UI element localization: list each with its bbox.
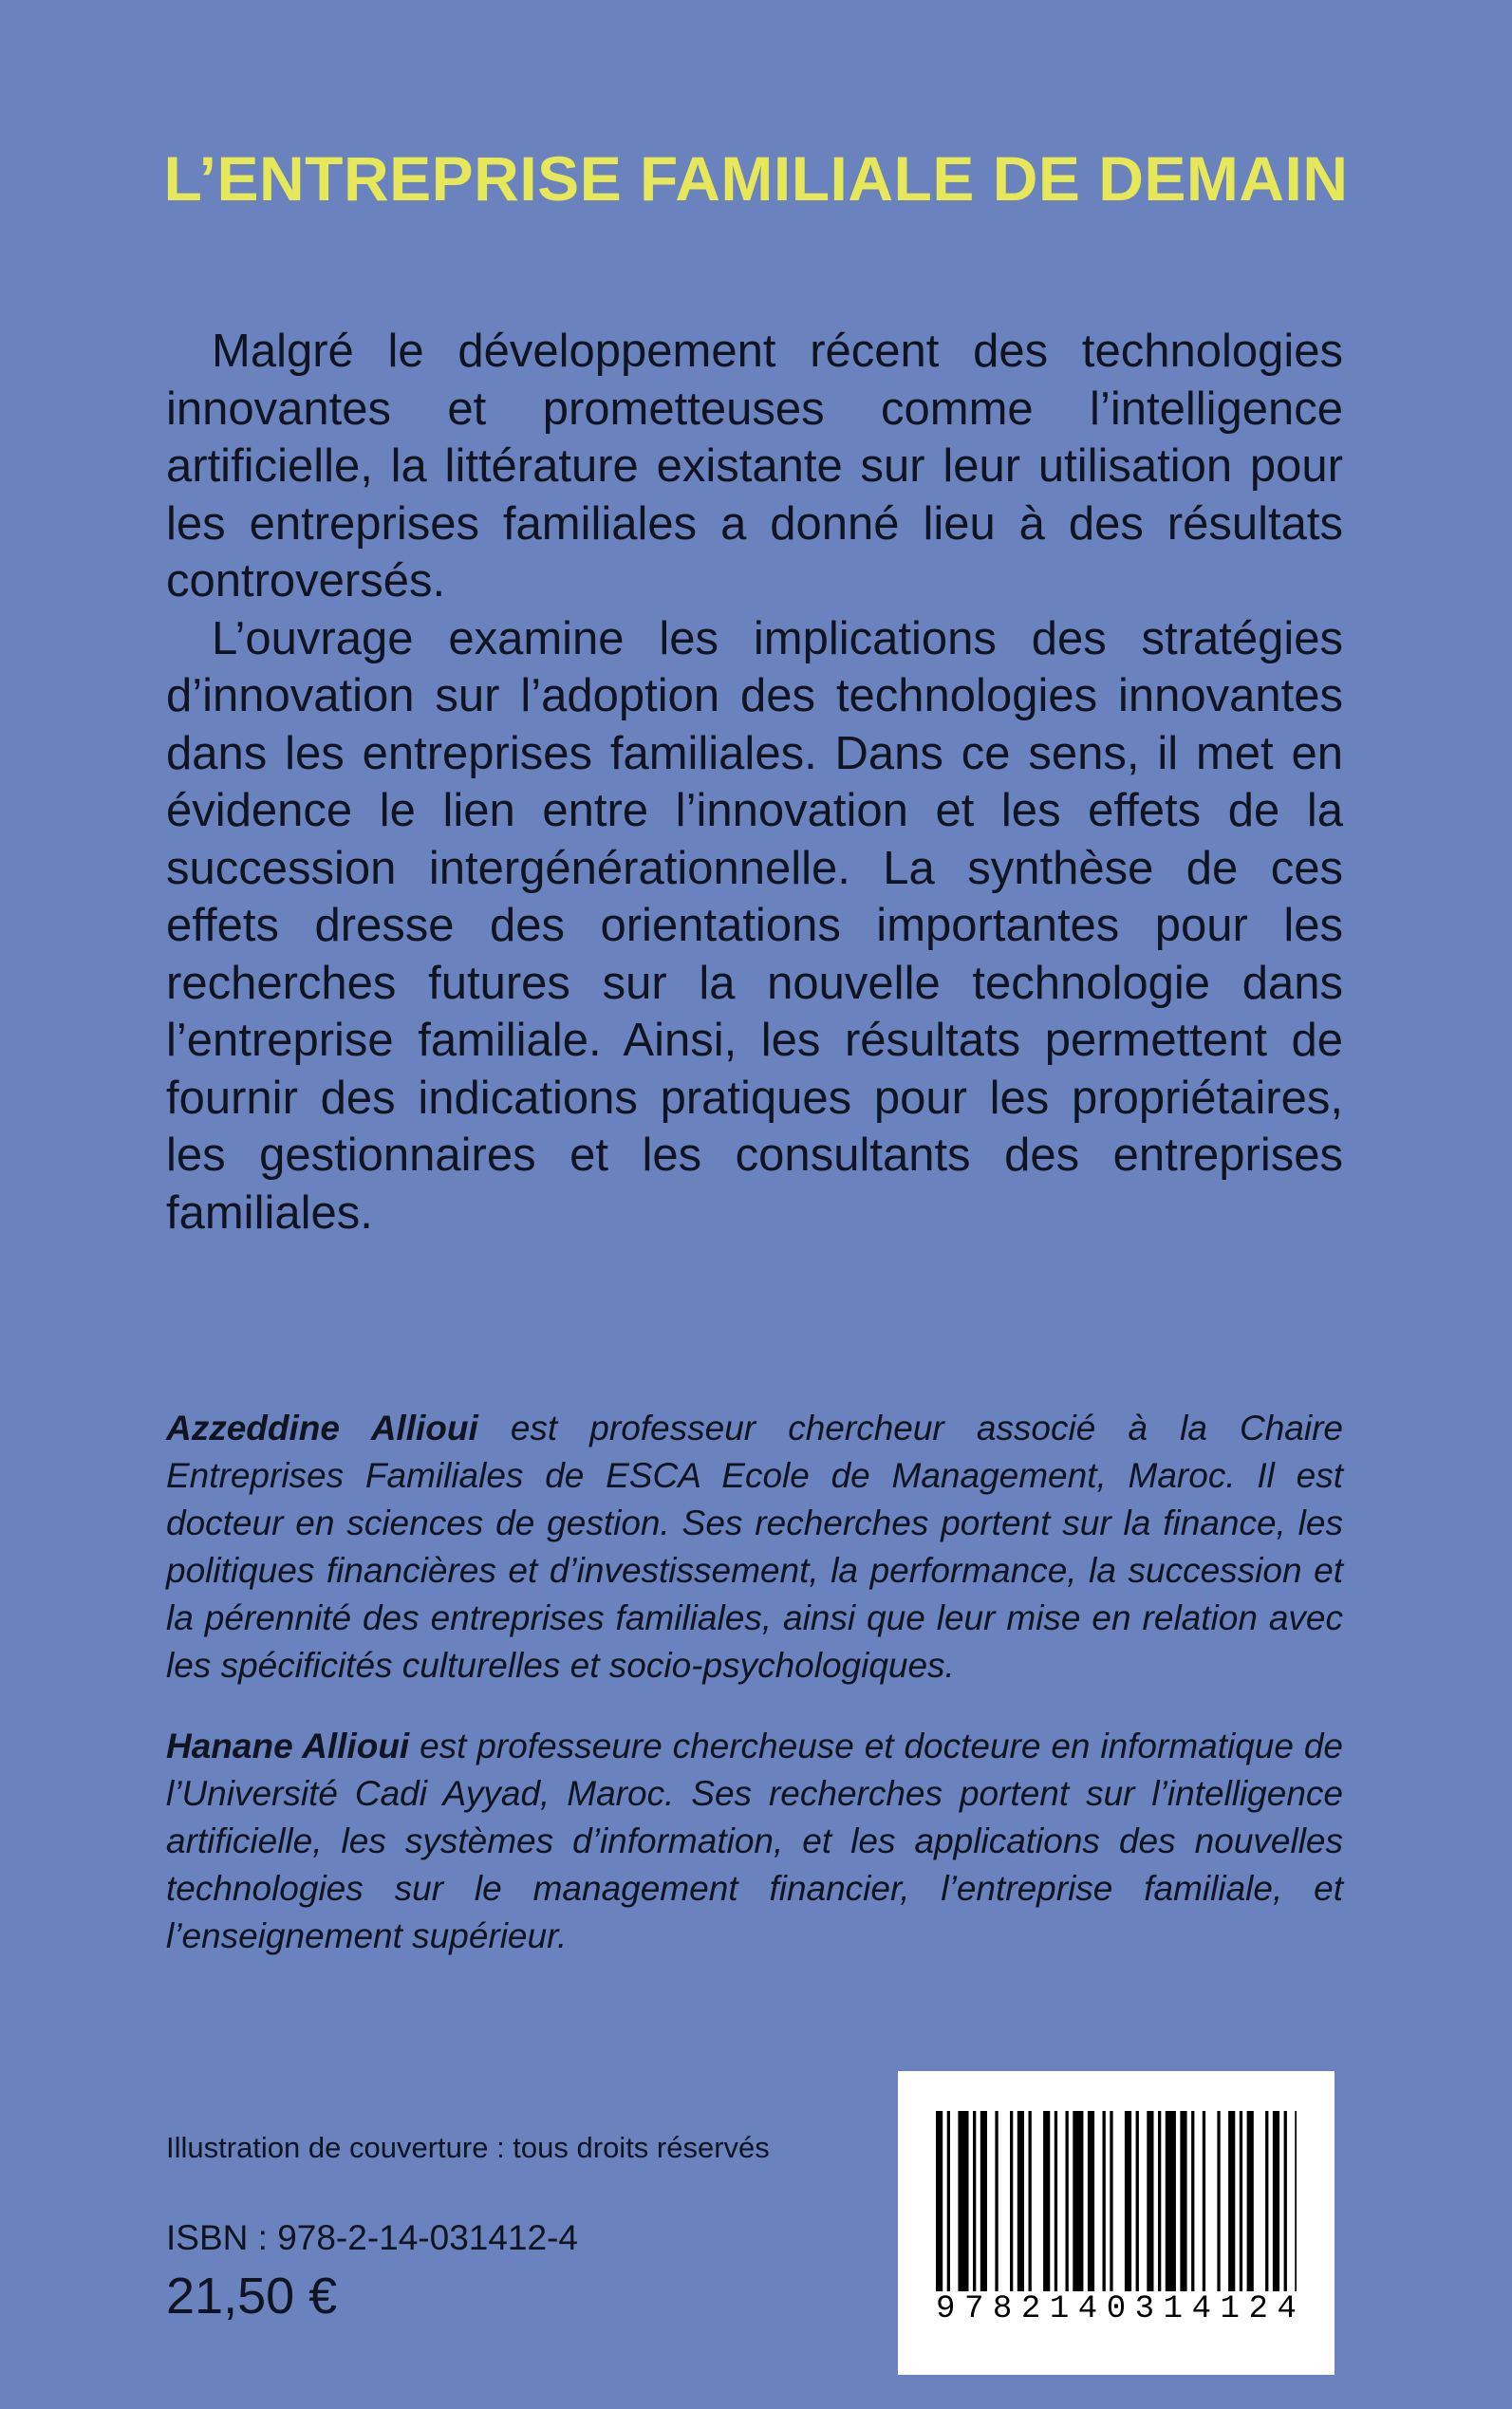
barcode-bar: [1295, 2111, 1297, 2291]
barcode-bar: [958, 2111, 968, 2291]
barcode-bar: [1158, 2111, 1161, 2291]
barcode-digit: 2: [1248, 2291, 1268, 2327]
barcode-bar: [1284, 2111, 1287, 2291]
barcode-bar: [1125, 2111, 1131, 2291]
author-name: Hanane Allioui: [166, 1727, 410, 1765]
barcode-bar: [1043, 2111, 1050, 2291]
barcode-digit: 7: [963, 2291, 984, 2327]
author-bio-text: est professeure chercheuse et docteure en informatique de l’Université Cadi Ayyad, Maroc. Ses recherches portent sur l’intelligence artificielle, les systèmes d’information, et les applications des nouvelles technologies sur le management financier, l’entreprise familiale, et l’enseignement supérieur.: [166, 1727, 1343, 1955]
barcode-digit: 8: [992, 2291, 1013, 2327]
barcode-bar: [1180, 2111, 1186, 2291]
barcode-bar: [1103, 2111, 1106, 2291]
barcode-bar: [1066, 2111, 1069, 2291]
barcode-bar: [1073, 2111, 1083, 2291]
barcode-digit: 4: [1077, 2291, 1098, 2327]
barcode-bar: [1136, 2111, 1139, 2291]
author-bio-text: est professeur chercheur associé à la Chaire Entreprises Familiales de ESCA Ecole de Management, Maroc. Il est docteur en sciences de gestion. Ses recherches portent sur la finance, les politiques financières et d’investissement, la performance, la succession et la pérennité des entreprises familiales, ainsi que leur mise en relation avec les spécificités culturelles et socio-psychologiques.: [166, 1409, 1343, 1685]
barcode-bar: [1110, 2111, 1112, 2291]
author-bio: [166, 1723, 1343, 1960]
barcode-bar: [1203, 2111, 1205, 2291]
summary-paragraph: L’ouvrage examine les implications des stratégies d’innovation sur l’adoption des technologies innovantes dans les entreprises familiales. Dans ce sens, il met en évidence le lien entre l’innovation et les effets de la succession intergénérationnelle. La synthèse de ces effets dresse des orientations importantes pour les recherches futures sur la nouvelle technologie dans l’entreprise familiale. Ainsi, les résultats permettent de fournir des indications pratiques pour les propriétaires, les gestionnaires et les consultants des entreprises familiales.: [166, 612, 1343, 1239]
barcode: [898, 2071, 1335, 2375]
barcode-bar: [936, 2111, 943, 2291]
barcode-bar: [1217, 2111, 1220, 2291]
barcode-digit: 0: [1106, 2291, 1127, 2327]
barcode-bar: [1088, 2111, 1094, 2291]
barcode-bar: [1010, 2111, 1013, 2291]
isbn: ISBN : 978-2-14-031412-4: [166, 2218, 578, 2257]
barcode-bar: [1055, 2111, 1057, 2291]
barcode-bar: [1240, 2111, 1242, 2291]
barcode-bar: [947, 2111, 950, 2291]
barcode-bar: [1166, 2111, 1176, 2291]
barcode-digit: 9: [936, 2291, 956, 2327]
barcode-bar: [1228, 2111, 1235, 2291]
barcode-bars: [936, 2111, 1297, 2291]
summary-paragraph: Malgré le développement récent des technologies innovantes et prometteuses comme l’intelligence artificielle, la littérature existante sur leur utilisation pour les entreprises familiales a donné lieu à des résultats controversés.: [166, 326, 1343, 607]
barcode-bar: [1147, 2111, 1153, 2291]
barcode-digit: 2: [1020, 2291, 1041, 2327]
barcode-bar: [980, 2111, 987, 2291]
barcode-digit: 1: [1163, 2291, 1184, 2327]
barcode-digit: 1: [1220, 2291, 1240, 2327]
barcode-bar: [1191, 2111, 1194, 2291]
cover-credit: Illustration de couverture : tous droits réservés: [166, 2131, 770, 2164]
author-bio: [166, 1405, 1343, 1690]
barcode-digit: 4: [1191, 2291, 1211, 2327]
barcode-bar: [1029, 2111, 1032, 2291]
barcode-bar: [995, 2111, 998, 2291]
barcode-bar: [973, 2111, 976, 2291]
barcode-bar: [1017, 2111, 1024, 2291]
author-bios: [166, 1405, 1343, 1960]
barcode-digit: 1: [1049, 2291, 1070, 2327]
price: 21,50 €: [166, 2268, 338, 2325]
barcode-digit: 4: [1277, 2291, 1297, 2327]
barcode-bar: [1265, 2111, 1268, 2291]
barcode-bar: [1247, 2111, 1254, 2291]
book-title: L’ENTREPRISE FAMILIALE DE DEMAIN: [163, 143, 1349, 214]
barcode-digits: [936, 2291, 1297, 2327]
barcode-digit: 3: [1134, 2291, 1155, 2327]
book-summary: [166, 323, 1343, 1242]
author-name: Azzeddine Allioui: [166, 1409, 478, 1447]
barcode-bar: [1273, 2111, 1279, 2291]
